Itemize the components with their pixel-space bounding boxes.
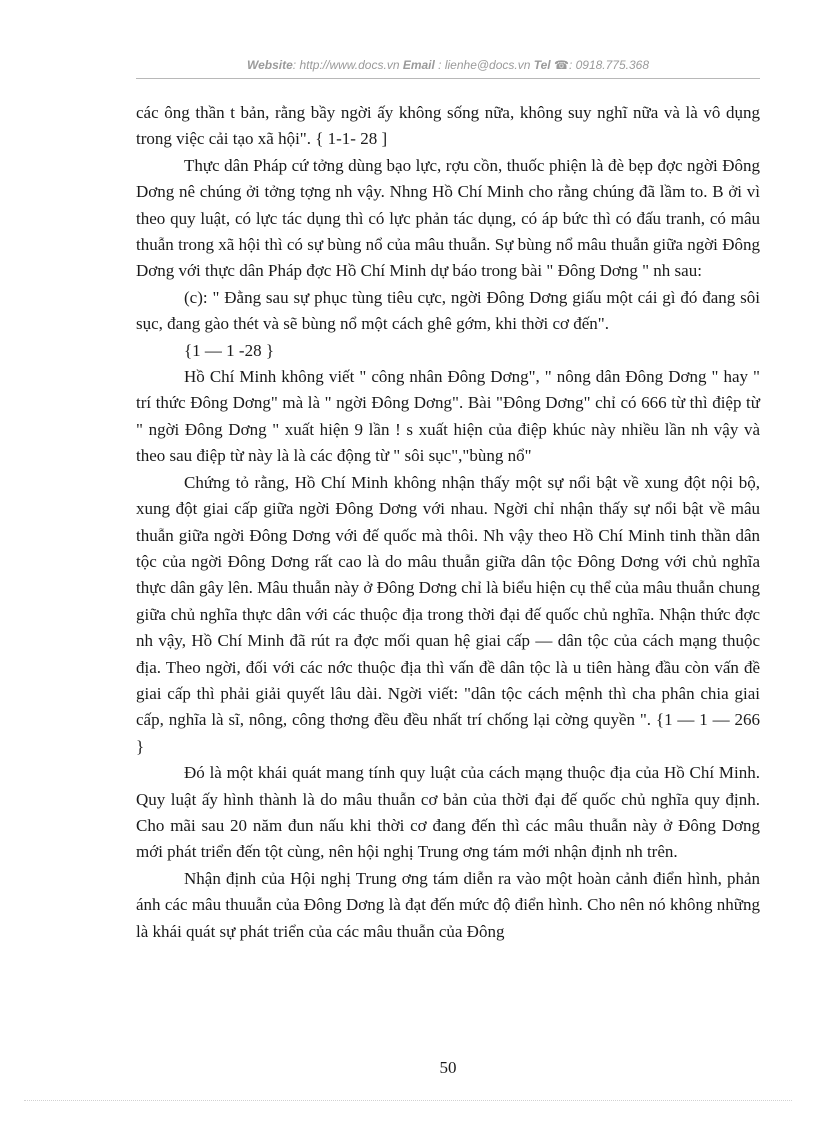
paragraph-6: Chứng tỏ rằng, Hồ Chí Minh không nhận thấy một sự nổi bật về xung đột nội bộ, xung đột giai cấp giữa ngời Đông Dơng với nhau. Ngời chỉ nhận thấy sự nổi bật về mâu thuẫn giữa ngời Đông Dơng với đế quốc mà thôi. Nh vậy theo Hồ Chí Minh tinh thần dân tộc của ngời Đông Dơng rất cao là do mâu thuẫn giữa dân tộc Đông Dơng với chủ nghĩa thực dân gây lên. Mâu thuẫn này ở Đông Dơng chỉ là biểu hiện cụ thể của mâu thuẫn chung giữa chủ nghĩa thực dân với các thuộc địa trong thời đại đế quốc chủ nghĩa. Nhận thức đợc nh vậy, Hồ Chí Minh đã rút ra đợc mối quan hệ giai cấp — dân tộc của cách mạng thuộc địa. Theo ngời, đối với các nớc thuộc địa thì vấn đề dân tộc là u tiên hàng đầu còn vấn đề giai cấp thì phải giải quyết lâu dài. Ngời viết: "dân tộc cách mệnh thì cha phân chia giai cấp, nghĩa là sĩ, nông, công thơng đều đều nhất trí chống lại cờng quyền ". {1 — 1 — 266 }	[136, 472, 760, 756]
paragraph-1: các ông thần t bản, rằng bầy ngời ấy không sống nữa, không suy nghĩ nữa và là vô dụng trong việc cải tạo xã hội". { 1-1- 28 ]	[136, 103, 760, 149]
paragraph-4-citation: {1 — 1 -28 }	[184, 340, 274, 360]
header-divider	[136, 78, 760, 79]
phone-number: ☎: 0918.775.368	[550, 58, 650, 72]
page-number: 50	[439, 1058, 457, 1077]
paragraph-3-quote: (c): " Đằng sau sự phục tùng tiêu cực, ngời Đông Dơng giấu một cái gì đó đang sôi sục, đang gào thét và sẽ bùng nổ một cách ghê gớm, khi thời cơ đến".	[136, 287, 760, 334]
email-address: : lienhe@docs.vn	[434, 58, 534, 72]
paragraph-5: Hồ Chí Minh không viết " công nhân Đông Dơng", " nông dân Đông Dơng " hay " trí thức Đông Dơng" mà là " ngời Đông Dơng". Bài "Đông Dơng" chỉ có 666 từ thì điệp từ " ngời Đông Dơng " xuất hiện 9 lần ! s xuất hiện của điệp khúc này nhiều lần nh vậy và theo sau điệp từ này là là các động từ " sôi sục","bùng nổ"	[136, 367, 760, 466]
paragraph-8: Nhận định của Hội nghị Trung ơng tám diễn ra vào một hoàn cảnh điển hình, phản ánh các mâu thuuẫn của Đông Dơng là đạt đến mức độ điển hình. Cho nên nó không những là khái quát sự phát triển của các mâu thuẫn của Đông	[136, 868, 760, 941]
website-url: : http://www.docs.vn	[292, 58, 403, 72]
footer-divider	[24, 1100, 792, 1101]
email-label: Email	[402, 58, 435, 72]
tel-label: Tel	[533, 58, 551, 72]
body-text	[136, 100, 760, 945]
website-label: Website	[246, 58, 293, 72]
paragraph-2: Thực dân Pháp cứ tởng dùng bạo lực, rợu cồn, thuốc phiện là đè bẹp đợc ngời Đông Dơng nê chúng ởi tởng tợng nh vậy. Nhng Hồ Chí Minh cho rằng chúng đã lầm to. B ởi vì theo quy luật, có lực tác dụng thì có lực phản tác dụng, có áp bức thì có đấu tranh, có mâu thuẫn trong xã hội thì có sự bùng nổ của mâu thuẫn. Sự bùng nổ mâu thuẫn giữa ngời Đông Dơng với thực dân Pháp đợc Hồ Chí Minh dự báo trong bài " Đông Dơng " nh sau:	[136, 155, 760, 281]
paragraph-7: Đó là một khái quát mang tính quy luật của cách mạng thuộc địa của Hồ Chí Minh. Quy luật ấy hình thành là do mâu thuẫn cơ bản của thời đại đế quốc chủ nghĩa quy định. Cho mãi sau 20 năm đun nấu khi thời cơ đang đến thì các mâu thuẫn này ở Đông Dơng mới phát triển đến tột cùng, nên hội nghị Trung ơng tám mới nhận định nh trên.	[136, 763, 760, 862]
page-header	[136, 58, 760, 72]
